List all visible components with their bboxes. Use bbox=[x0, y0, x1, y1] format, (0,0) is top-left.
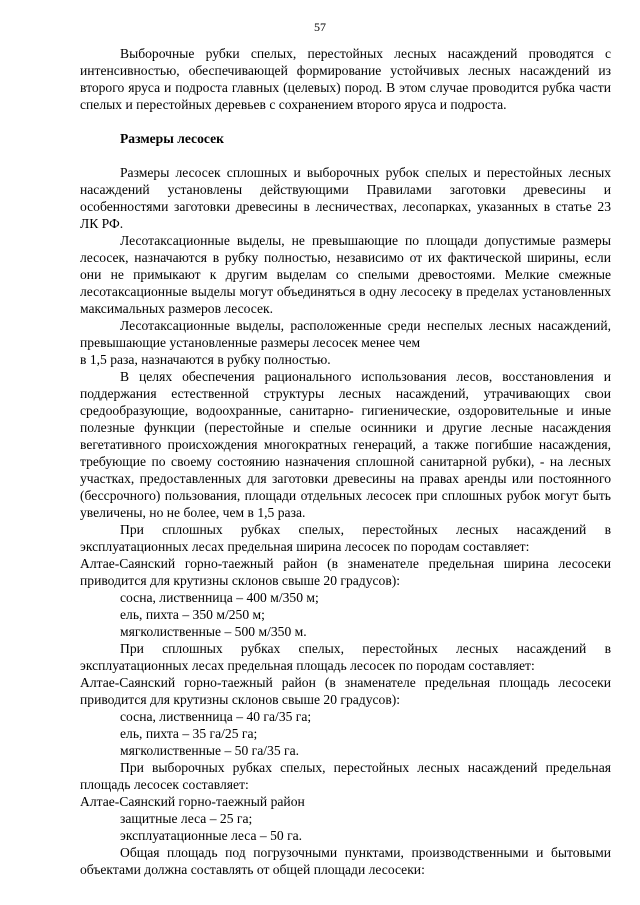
section-heading: Размеры лесосек bbox=[120, 131, 224, 146]
list-item: защитные леса – 25 га; bbox=[120, 811, 253, 826]
list-item: ель, пихта – 35 га/25 га; bbox=[120, 726, 258, 741]
region-note: Алтае-Саянский горно-таежный район (в знаменателе предельная площадь лесосеки приводится для крутизны склонов свыше 20 градусов): bbox=[80, 675, 611, 707]
paragraph: При сплошных рубках спелых, перестойных лесных насаждений в эксплуатационных лесах предельная площадь лесосек по породам составляет: bbox=[80, 641, 611, 673]
paragraph-continuation: в 1,5 раза, назначаются в рубку полностью. bbox=[80, 352, 331, 367]
paragraph: Лесотаксационные выделы, не превышающие по площади допустимые размеры лесосек, назначаются в рубку полностью, независимо от их фактической ширины, если они не примыкают к другим выделам со спелыми древостоями. Мелкие смежные лесотаксационные выделы могут объединяться в одну лесосеку в пределах установленных максимальных размеров лесосек. bbox=[80, 233, 611, 316]
list-item: сосна, лиственница – 400 м/350 м; bbox=[120, 590, 319, 605]
list-item: сосна, лиственница – 40 га/35 га; bbox=[120, 709, 312, 724]
list-item: ель, пихта – 350 м/250 м; bbox=[120, 607, 265, 622]
list-item: мягколиственные – 50 га/35 га. bbox=[120, 743, 300, 758]
paragraph: Общая площадь под погрузочными пунктами, производственными и бытовыми объектами должна составлять от общей площади лесосеки: bbox=[80, 845, 611, 877]
list-item: мягколиственные – 500 м/350 м. bbox=[120, 624, 307, 639]
region-note: Алтае-Саянский горно-таежный район bbox=[80, 794, 305, 809]
paragraph: При выборочных рубках спелых, перестойных лесных насаждений предельная площадь лесосек составляет: bbox=[80, 760, 611, 792]
region-note: Алтае-Саянский горно-таежный район (в знаменателе предельная ширина лесосеки приводится для крутизны склонов свыше 20 градусов): bbox=[80, 556, 611, 588]
paragraph: Лесотаксационные выделы, расположенные среди неспелых лесных насаждений, превышающие установленные размеры лесосек менее чем bbox=[80, 318, 611, 350]
list-item: эксплуатационные леса – 50 га. bbox=[120, 828, 303, 843]
page-number: 57 bbox=[314, 20, 326, 34]
paragraph: В целях обеспечения рационального использования лесов, восстановления и поддержания естественной структуры лесных насаждений, утрачивающих свои средообразующие, водоохранные, санитарно- гигиенические, оздоровительные и иные полезные функции (перестойные и спелые осинники и другие лесные насаждения вегетативного происхождения многократных генераций, а также погибшие насаждения, требующие по своему состоянию назначения сплошной санитарной рубки), - на лесных участках, предоставленных для заготовки древесины на правах аренды или постоянного (бессрочного) пользования, площади отдельных лесосек при сплошных рубок могут быть увеличены, но не более, чем в 1,5 раза. bbox=[80, 369, 611, 520]
document-body bbox=[80, 45, 611, 878]
paragraph: При сплошных рубках спелых, перестойных лесных насаждений в эксплуатационных лесах предельная ширина лесосек по породам составляет: bbox=[80, 522, 611, 554]
paragraph: Размеры лесосек сплошных и выборочных рубок спелых и перестойных лесных насаждений установлены действующими Правилами заготовки древесины и особенностями заготовки древесины в лесничествах, лесопарках, указанных в статье 23 ЛК РФ. bbox=[80, 165, 611, 231]
paragraph-selective-felling: Выборочные рубки спелых, перестойных лесных насаждений проводятся с интенсивностью, обеспечивающей формирование устойчивых лесных насаждений из второго яруса и подроста главных (целевых) пород. В этом случае проводится рубка части спелых и перестойных деревьев с сохранением второго яруса и подроста. bbox=[80, 46, 611, 112]
